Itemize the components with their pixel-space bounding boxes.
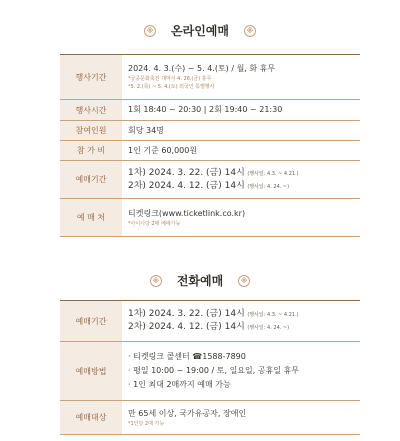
row-label: 참 가 비 bbox=[60, 141, 122, 161]
ornament-icon: ※ bbox=[238, 275, 250, 287]
ticket-site: 티켓링크(www.ticketlink.co.kr) bbox=[128, 208, 246, 218]
round-1-note: (행사일: 4.3. ~ 4.21.) bbox=[247, 312, 299, 318]
row-label: 예매대상 bbox=[60, 401, 122, 435]
event-period: 2024. 4. 3.(수) ~ 5. 4.(토) / 월, 화 휴무 bbox=[128, 64, 276, 73]
phone-info-table bbox=[60, 300, 360, 435]
phone-section-title bbox=[0, 272, 400, 289]
phone-title: 전화예매 bbox=[176, 274, 224, 288]
round-1: 1차) 2024. 3. 22. (금) 14시 bbox=[128, 167, 245, 178]
round-1-note: (행사일: 4.3. ~ 4.21.) bbox=[247, 170, 299, 177]
list-item: · 1인 최대 2매까지 예매 가능 bbox=[128, 380, 231, 389]
row-value bbox=[128, 161, 360, 199]
row-value bbox=[128, 301, 360, 342]
row-label: 예매방법 bbox=[60, 342, 122, 401]
list-item: · 티켓링크 콜센터 ☎1588-7890 bbox=[128, 352, 246, 361]
event-time: 1회 18:40 ~ 20:30 | 2회 19:40 ~ 21:30 bbox=[128, 105, 283, 114]
row-value bbox=[128, 199, 360, 237]
round-2-note: (행사일: 4. 24. ~) bbox=[247, 325, 290, 331]
online-info-table bbox=[60, 54, 360, 237]
online-title: 온라인예매 bbox=[171, 24, 229, 38]
row-value bbox=[128, 55, 360, 100]
table-row bbox=[60, 121, 360, 141]
list-item: · 평일 10:00 ~ 19:00 / 토, 일요일, 공휴일 휴무 bbox=[128, 366, 300, 375]
note: *1인당 2매 가능 bbox=[128, 420, 165, 427]
ornament-icon: ※ bbox=[144, 25, 156, 37]
note: *궁중문화축전 개막식 4. 26.(금) 휴무 bbox=[128, 76, 212, 82]
participants: 회당 34명 bbox=[128, 125, 164, 135]
fee: 1인 기준 60,000원 bbox=[128, 145, 198, 155]
round-1: 1차) 2024. 3. 22. (금) 14시 bbox=[128, 309, 245, 319]
row-value bbox=[128, 342, 360, 401]
row-label: 예 매 처 bbox=[60, 199, 122, 237]
round-2-note: (행사일: 4. 24. ~) bbox=[247, 183, 290, 190]
round-2: 2차) 2024. 4. 12. (금) 14시 bbox=[128, 180, 245, 191]
table-row bbox=[60, 161, 360, 199]
row-label: 예매기간 bbox=[60, 161, 122, 199]
table-row bbox=[60, 55, 360, 100]
round-2: 2차) 2024. 4. 12. (금) 14시 bbox=[128, 322, 245, 332]
row-label: 참여인원 bbox=[60, 121, 122, 141]
ornament-icon: ※ bbox=[150, 275, 162, 287]
row-label: 행사시간 bbox=[60, 100, 122, 121]
table-row bbox=[60, 141, 360, 161]
table-row bbox=[60, 199, 360, 237]
table-row bbox=[60, 301, 360, 342]
eligibility: 만 65세 이상, 국가유공자, 장애인 bbox=[128, 408, 247, 418]
note: *아이디당 2매 예매가능 bbox=[128, 220, 181, 227]
ornament-icon: ※ bbox=[244, 25, 256, 37]
table-row bbox=[60, 342, 360, 401]
table-row bbox=[60, 100, 360, 121]
table-row bbox=[60, 401, 360, 435]
row-value bbox=[128, 401, 360, 435]
online-section-title bbox=[0, 22, 400, 39]
row-label: 행사기간 bbox=[60, 55, 122, 100]
row-label: 예매기간 bbox=[60, 301, 122, 342]
note: *5. 2.(목) ~ 5. 4.(토) 외국인 특별행사 bbox=[128, 84, 215, 90]
